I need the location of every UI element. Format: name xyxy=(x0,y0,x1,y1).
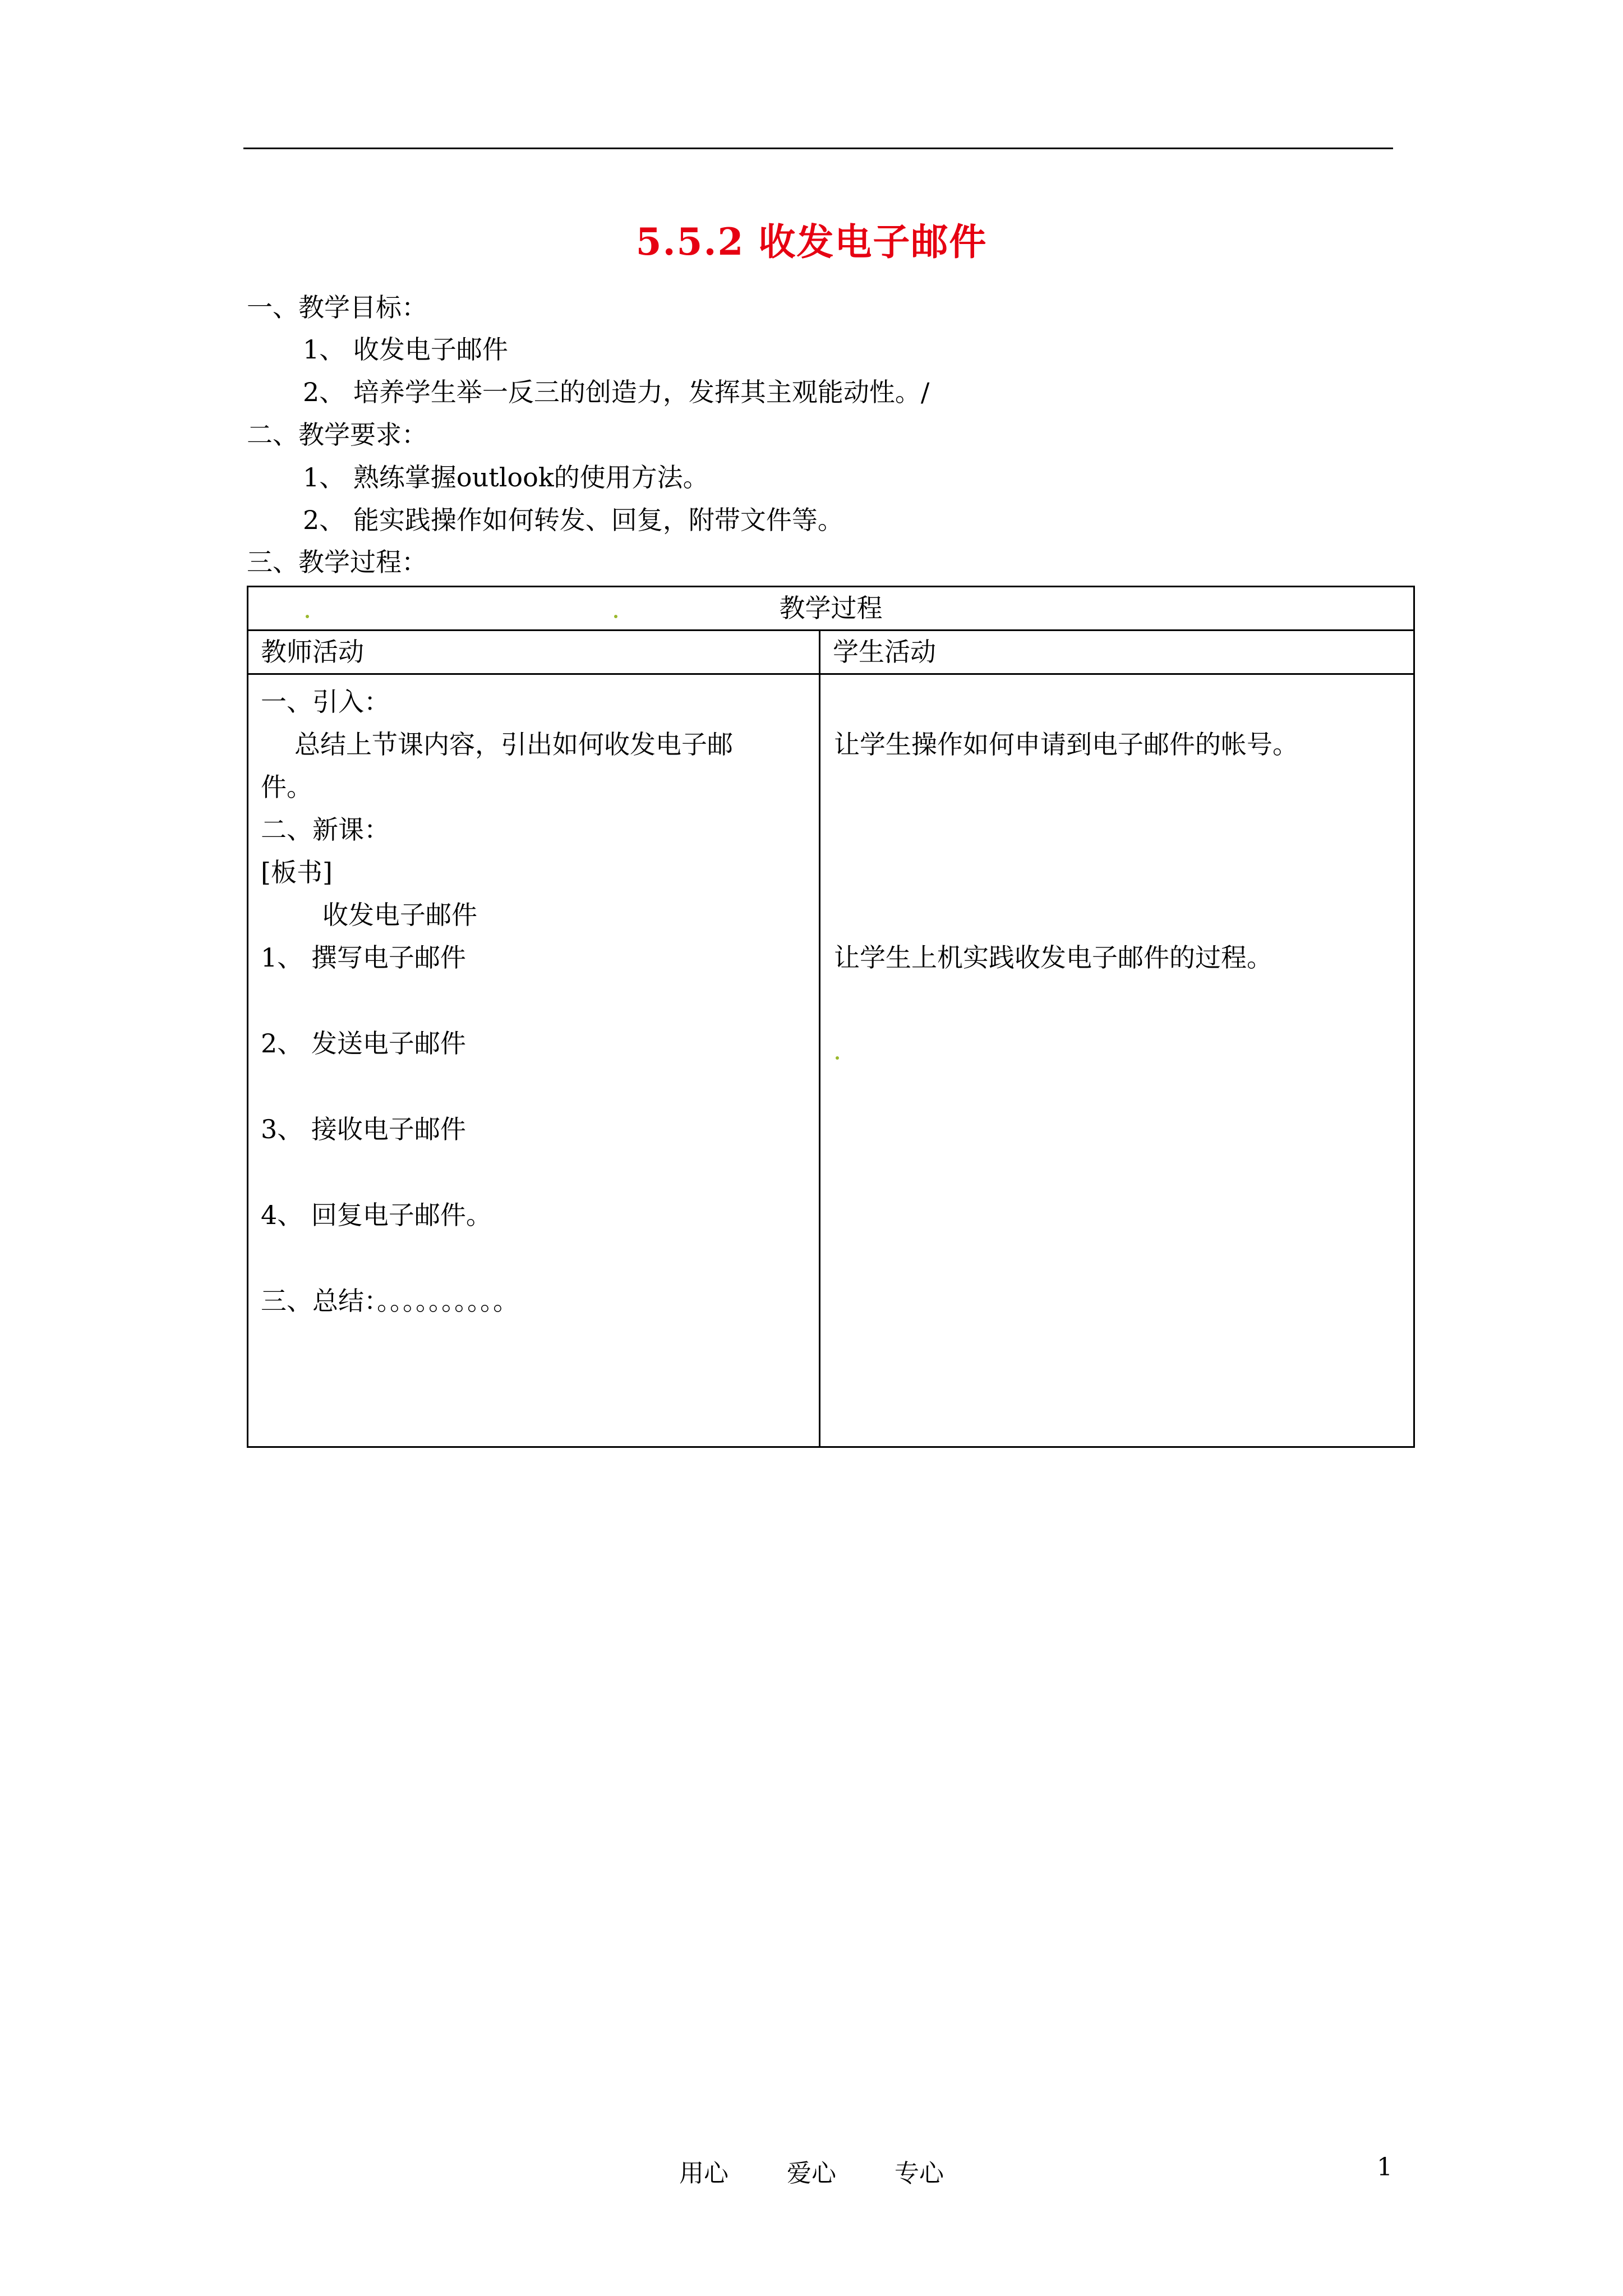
requirement-item-1: 1、 熟练掌握outlook的使用方法。 xyxy=(303,462,709,493)
teacher-line: 2、 发送电子邮件 xyxy=(261,1028,466,1059)
teacher-line: 总结上节课内容，引出如何收发电子邮 xyxy=(294,729,733,760)
student-activity-cell xyxy=(820,674,1414,1447)
section-heading-process: 三、教学过程： xyxy=(247,547,427,577)
scan-speck xyxy=(614,615,617,618)
scan-speck xyxy=(836,1056,839,1060)
teacher-line: 三、总结：。。。。。。。。。。 xyxy=(261,1286,519,1316)
objective-item-2: 2、 培养学生举一反三的创造力，发挥其主观能动性。/ xyxy=(303,377,930,407)
teacher-line: 二、新课： xyxy=(261,815,390,845)
table-header: 教学过程 xyxy=(248,587,1414,631)
teacher-line: 1、 撰写电子邮件 xyxy=(261,942,466,973)
teaching-process-table xyxy=(247,586,1415,1448)
scan-speck xyxy=(306,615,309,618)
teacher-line: [板书] xyxy=(261,857,333,887)
footer-item: 爱心 xyxy=(787,2159,836,2188)
teacher-line: 件。 xyxy=(261,772,312,802)
footer-item: 专心 xyxy=(895,2159,944,2188)
student-line: 让学生上机实践收发电子邮件的过程。 xyxy=(834,942,1272,973)
student-line: 让学生操作如何申请到电子邮件的帐号。 xyxy=(834,729,1298,760)
objective-item-1: 1、 收发电子邮件 xyxy=(303,334,508,365)
section-heading-objectives: 一、教学目标： xyxy=(247,292,427,323)
teacher-line: 收发电子邮件 xyxy=(322,900,477,930)
teacher-activity-cell xyxy=(248,674,820,1447)
header-rule xyxy=(243,148,1393,149)
teacher-line: 4、 回复电子邮件。 xyxy=(261,1200,492,1230)
column-header-teacher: 教师活动 xyxy=(248,631,820,674)
teacher-line: 3、 接收电子邮件 xyxy=(261,1114,466,1144)
document-title: 5.5.2 收发电子邮件 xyxy=(635,220,988,264)
teacher-line: 一、引入： xyxy=(261,687,390,717)
column-header-student: 学生活动 xyxy=(820,631,1414,674)
page-number: 1 xyxy=(1377,2153,1393,2182)
footer-item: 用心 xyxy=(679,2159,728,2188)
requirement-item-2: 2、 能实践操作如何转发、回复，附带文件等。 xyxy=(303,505,843,535)
section-heading-requirements: 二、教学要求： xyxy=(247,420,427,450)
